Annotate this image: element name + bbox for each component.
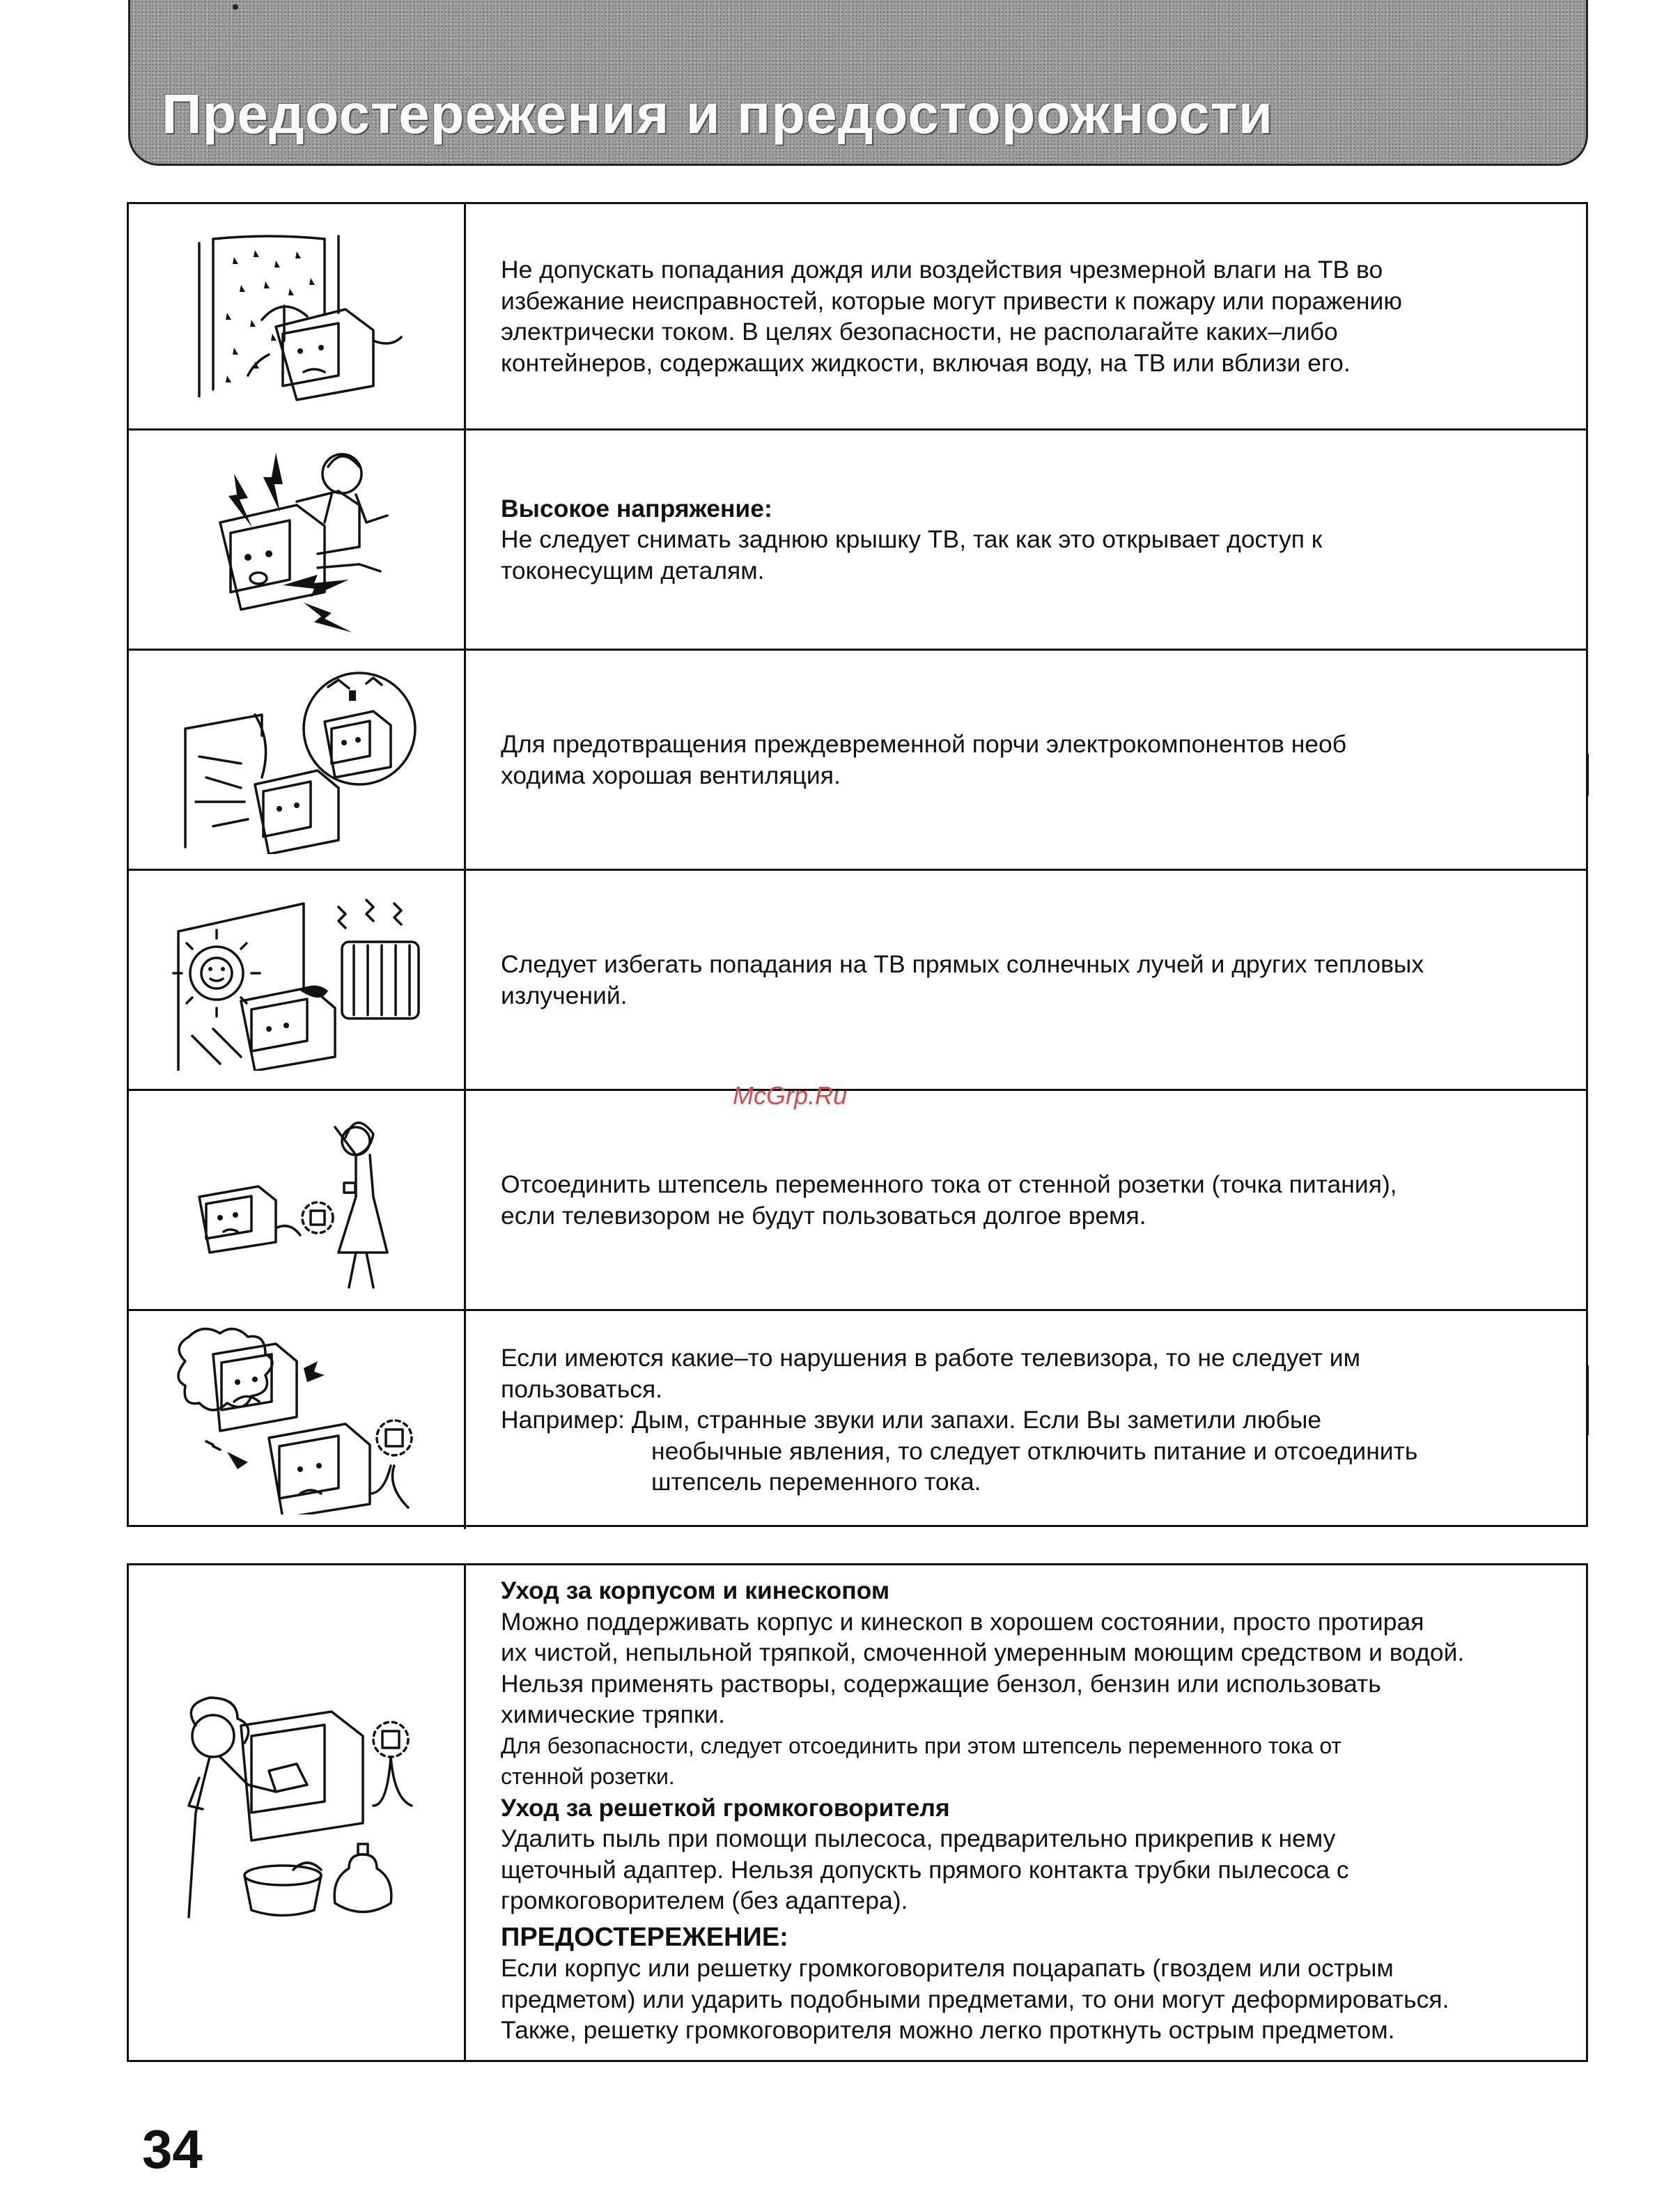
warning-text xyxy=(466,1091,1586,1309)
ventilation-icon xyxy=(129,651,466,869)
warning-text xyxy=(466,204,1586,428)
text-line: щеточный адаптер. Нельзя допускть прямого контакта трубки пылесоса с xyxy=(501,1855,1349,1884)
scan-dot xyxy=(233,4,238,10)
text-line: контейнеров, содержащих жидкости, включая воду, на ТВ или вблизи его. xyxy=(501,348,1351,377)
page-number: 34 xyxy=(142,2118,203,2180)
text-line: Удалить пыль при помощи пылесоса, предварительно прикрепив к нему xyxy=(501,1824,1336,1852)
caution-heading: ПРЕДОСТЕРЕЖЕНИЕ: xyxy=(501,1922,788,1952)
text-line: электрически током. В целях безопасности, не располагайте каких–либо xyxy=(501,318,1338,346)
text-line: штепсель переменного тока. xyxy=(651,1468,981,1496)
text-line: токонесущим деталям. xyxy=(501,556,765,584)
text-line: пользоваться. xyxy=(501,1374,663,1403)
text-line: Для безопасности, следует отсоединить при этом штепсель переменного тока от xyxy=(501,1733,1342,1758)
warning-text xyxy=(466,431,1586,649)
warning-text xyxy=(466,871,1586,1089)
malfunction-smoke-icon xyxy=(129,1311,466,1529)
text-line: необычные явления, то следует отключить питание и отсоединить xyxy=(651,1436,1418,1465)
text-line: громкоговорителем (без адаптера). xyxy=(501,1886,908,1914)
text-line: ходима хорошая вентиляция. xyxy=(501,761,841,789)
care-section xyxy=(127,1563,1588,2062)
text-line: Также, решетку громкоговорителя можно легко проткнуть острым предметом. xyxy=(501,2016,1395,2044)
warning-row xyxy=(129,869,1586,1089)
speaker-care-heading: Уход за решеткой громкоговорителя xyxy=(501,1793,950,1822)
text-line: химические тряпки. xyxy=(501,1700,726,1728)
sun-heat-icon xyxy=(129,871,466,1089)
text-line: стенной розетки. xyxy=(501,1764,675,1789)
scan-edge-mark xyxy=(1587,1365,1589,1435)
example-label: Например: xyxy=(501,1406,625,1434)
warning-row xyxy=(129,428,1586,649)
text-line: Нельзя применять растворы, содержащие бензол, бензин или использовать xyxy=(501,1669,1381,1698)
text-line: Можно поддерживать корпус и кинескоп в хорошем состоянии, просто протирая xyxy=(501,1607,1424,1636)
warning-text xyxy=(466,1311,1586,1529)
warning-row xyxy=(129,1089,1586,1309)
text-line: Дым, странные звуки или запахи. Если Вы заметили любые xyxy=(631,1406,1322,1434)
care-text xyxy=(501,1575,1565,2046)
warning-heading: Высокое напряжение: xyxy=(501,494,772,522)
cleaning-icon xyxy=(129,1565,466,2060)
rain-tv-icon xyxy=(129,204,466,428)
warning-row xyxy=(129,649,1586,869)
text-line: Если имеются какие–то нарушения в работе телевизора, то не следует им xyxy=(501,1344,1360,1372)
text-line: если телевизором не будут пользоваться долгое время. xyxy=(501,1201,1146,1230)
text-line: избежание неисправностей, которые могут привести к пожару или поражению xyxy=(501,286,1402,315)
text-line: Не следует снимать заднюю крышку ТВ, так как это открывает доступ к xyxy=(501,525,1323,554)
warning-text xyxy=(466,651,1586,869)
unplug-icon xyxy=(129,1091,466,1309)
text-line: излучений. xyxy=(501,981,628,1009)
scan-edge-mark xyxy=(1587,754,1589,796)
warning-row xyxy=(129,204,1586,428)
text-line: Следует избегать попадания на ТВ прямых солнечных лучей и других тепловых xyxy=(501,950,1424,978)
text-line: Не допускать попадания дождя или воздействия чрезмерной влаги на ТВ во xyxy=(501,256,1383,284)
text-line: их чистой, непыльной тряпкой, смоченной умеренным моющим средством и водой. xyxy=(501,1638,1465,1666)
watermark: McGrp.Ru xyxy=(733,1081,848,1110)
page-title: Предостережения и предосторожности xyxy=(162,83,1274,145)
text-line: Если корпус или решетку громкоговорителя поцарапать (гвоздем или острым xyxy=(501,1954,1394,1982)
warning-row xyxy=(129,1309,1586,1529)
cabinet-care-heading: Уход за корпусом и кинескопом xyxy=(501,1576,890,1604)
text-line: Отсоединить штепсель переменного тока от стенной розетки (точка питания), xyxy=(501,1170,1397,1198)
warnings-table xyxy=(127,202,1588,1527)
high-voltage-icon xyxy=(129,431,466,649)
text-line: предметом) или ударить подобными предметами, то они могут деформироваться. xyxy=(501,1985,1449,2013)
text-line: Для предотвращения преждевременной порчи электрокомпонентов необ xyxy=(501,730,1347,758)
